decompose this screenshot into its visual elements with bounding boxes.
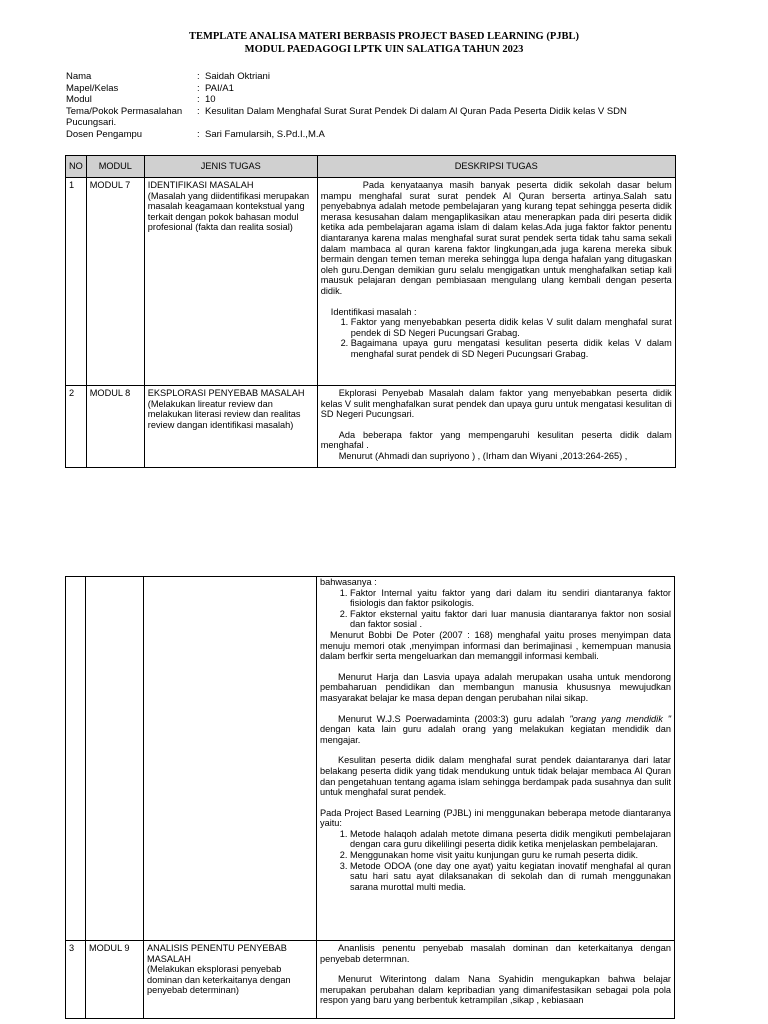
cell-no: 3: [66, 941, 86, 1019]
list-item: 2. Faktor eksternal yaitu faktor dari luar manusia diantaranya faktor non sosial dan faktor sosial .: [350, 609, 671, 630]
cell-no: 2: [66, 386, 87, 468]
meta-label: Nama: [66, 71, 92, 82]
meta-row-modul: Modul : 10: [66, 94, 216, 106]
desc-paragraph: bahwasanya :: [320, 577, 377, 587]
desc-paragraph: Pada kenyataanya masih banyak peserta didik sekolah dasar belum mampu menghafal surat surat pendek Al Quran berserta artinya.Salah satu penyebabnya adalah metode pembelajaran yang kurang tepat sehingga peserta didik merasa kesusahan dalam mengaplikasikan atau menerapkan pada diri peserta didik ketika ada pembelajaran agama islam di dalam kelas.Ada juga faktor faktor penentu diantaranya karena malas menghafal surat surat pendek serta tidak tahu sama sekali dalam mambaca al quran karena faktor lingkungan,ada juga karena mereka sibuk bermain dengan temen teman mereka sehingga lupa denga hafalan yang ditugaskan oleh guru.Dengan demikian guru selalu mengigatkan untuk menghafalkan setiap kali mausuk pelajaran dengan pembiasaan mengulang ulang kembali dengan peserta didik.: [320, 180, 672, 296]
list-item: 1. Faktor Internal yaitu faktor yang dari dalam itu sendiri diantaranya faktor fisiologis dan faktor psikologis.: [350, 588, 671, 609]
meta-row-nama: Nama : Saidah Oktriani: [66, 71, 270, 82]
desc-list: [320, 829, 671, 893]
header-no: NO: [66, 156, 87, 178]
meta-value: Sari Famularsih, S.Pd.I.,M.A: [205, 128, 325, 140]
meta-row-dosen: Dosen Pengampu : Sari Famularsih, S.Pd.I.,M.A: [66, 128, 325, 140]
list-item: 2. Menggunakan home visit yaitu kunjungan guru ke rumah peserta didik.: [350, 850, 671, 861]
jenis-title: IDENTIFIKASI MASALAH: [147, 180, 254, 190]
table-row: [66, 178, 676, 386]
meta-label: Modul: [66, 94, 92, 106]
jenis-title: ANALISIS PENENTU PENYEBAB MASALAH: [147, 943, 287, 964]
header-modul: MODUL: [86, 156, 144, 178]
cell-no: 1: [66, 178, 87, 386]
cell-jenis-tugas: [144, 577, 317, 941]
list-item: 1. Faktor yang menyebabkan peserta didik kelas V sulit dalam menghafal surat pendek di SD Negeri Pucungsari Grabag.: [351, 317, 672, 338]
list-item: 1. Metode halaqoh adalah metote dimana peserta didik mengikuti pembelajaran dengan cara guru dikelilingi peserta didik ketika menjelaskan pembelajaran.: [350, 829, 671, 850]
desc-subheading: Identifikasi masalah :: [330, 306, 417, 317]
desc-paragraph: Ananlisis penentu penyebab masalah dominan dan keterkaitanya dengan penyebab determnan.: [320, 943, 671, 964]
table-header-row: [66, 156, 676, 178]
cell-no: [66, 577, 86, 941]
header-jenis-tugas: JENIS TUGAS: [144, 156, 317, 178]
cell-modul: MODUL 9: [86, 941, 144, 1019]
desc-paragraph: [320, 714, 671, 746]
jenis-desc: (Melakukan eksplorasi penyebab dominan dan keterkaitanya dengan penyebab determinan): [147, 964, 291, 996]
table-row: [66, 941, 675, 1019]
meta-value: 10: [205, 94, 216, 106]
cell-deskripsi: [317, 577, 675, 941]
cell-modul: MODUL 8: [86, 386, 144, 468]
cell-modul: [86, 577, 144, 941]
desc-paragraph: Kesulitan peserta didik dalam menghafal surat pendek daiantaranya dari latar belakang peserta didik yang tidak mendukung untuk tidak belajar membaca Al Quran dan pengetahuan tentang agama islam sehingga berdampak pada susahnya dan sulit untuk menghafal surat pendek.: [320, 755, 671, 798]
cell-modul: MODUL 7: [86, 178, 144, 386]
desc-paragraph: Menurut Harja dan Lasvia upaya adalah merupakan usaha untuk mendorong pembaharuan pendidikan dan membangun manusia khususnya mewujudkan masyarakat belajar ke masa depan dengan perubahan nilai sikap.: [320, 671, 671, 703]
cell-jenis-tugas: [144, 386, 317, 468]
list-item: 2. Bagaimana upaya guru mengatasi kesulitan peserta didik kelas V dalam menghafal surat pendek di SD Negeri Pucungsari Grabag.: [351, 338, 672, 359]
meta-label: Mapel/Kelas: [66, 82, 119, 94]
task-table: [65, 155, 676, 468]
meta-value: Saidah Oktriani: [205, 71, 270, 82]
table-row: [66, 386, 676, 468]
cell-deskripsi: [317, 386, 675, 468]
cell-jenis-tugas: [144, 941, 317, 1019]
jenis-title: EKSPLORASI PENYEBAB MASALAH: [147, 388, 305, 398]
desc-paragraph: Pada Project Based Learning (PJBL) ini menggunakan beberapa metode diantaranya yaitu:: [320, 807, 671, 829]
desc-list: [321, 317, 672, 359]
table-row: [66, 577, 675, 941]
cell-jenis-tugas: [144, 178, 317, 386]
jenis-desc: (Masalah yang diidentifikasi merupakan masalah keagamaan kontekstual yang terkait dengan pokok bahasan modul profesional (fakta dan realita sosial): [147, 190, 310, 233]
cell-deskripsi: [317, 178, 675, 386]
meta-row-mapel: Mapel/Kelas : PAI/A1: [66, 82, 234, 94]
meta-value: PAI/A1: [205, 82, 234, 94]
text-span: dengan kata lain guru adalah orang yang melakukan kegiatan mendidik dan mengajar.: [320, 724, 671, 745]
quote-span: "orang yang mendidik ": [569, 713, 671, 724]
task-table-continued: [65, 576, 675, 1019]
meta-block: [66, 71, 706, 141]
list-item: 3. Metode ODOA (one day one ayat) yaitu kegiatan inovatif menghafal al quran satu hari satu ayat dilaksanakan di sekolah dan di rumah menggunakan sarana murottal multi media.: [350, 861, 671, 893]
desc-paragraph: Menurut Bobbi De Poter (2007 : 168) menghafal yaitu proses menyimpan data menuju memori otak ,menyimpan informasi dan berimajinasi , kemempuan manusia dalam berfkir serta mengeluarkan dan memanggil informasi kembali.: [320, 629, 671, 662]
meta-row-tema: Tema/Pokok Permasalahan : Kesulitan Dalam Menghafal Surat Surat Pendek Di dalam Al Quran Pada Peserta Didik kelas V SDN: [66, 105, 627, 117]
desc-list: [320, 588, 671, 630]
meta-value: Kesulitan Dalam Menghafal Surat Surat Pendek Di dalam Al Quran Pada Peserta Didik kelas V SDN: [205, 105, 627, 117]
desc-paragraph: Ada beberapa faktor yang mempengaruhi kesulitan peserta didik dalam menghafal .: [320, 429, 672, 451]
desc-paragraph: Menurut (Ahmadi dan supriyono ) , (Irham dan Wiyani ,2013:264-265) ,: [338, 450, 628, 461]
meta-label: Tema/Pokok Permasalahan: [66, 105, 183, 117]
desc-paragraph: Menurut Witerintong dalam Nana Syahidin mengukapkan bahwa belajar merupakan perubahan dalam kepribadian yang dimanifestasikan sebagai pola pola respon yang baru yang berbentuk ketrampilan ,sikap , kebiasaan: [320, 974, 671, 1006]
meta-value-continuation: Pucungsari.: [66, 117, 117, 129]
desc-paragraph: Ekplorasi Penyebab Masalah dalam faktor yang menyebabkan peserta didik kelas V sulit menghafalkan surat pendek dan upaya guru untuk mengatasi kesulitan di SD Negeri Pucungsari.: [320, 388, 672, 420]
cell-deskripsi: [317, 941, 675, 1019]
header-deskripsi-tugas: DESKRIPSI TUGAS: [317, 156, 675, 178]
document-subtitle: MODUL PAEDAGOGI LPTK UIN SALATIGA TAHUN 2023: [244, 44, 524, 55]
text-span: Menurut W.J.S Poerwadaminta (2003:3) guru adalah: [338, 713, 570, 724]
meta-label: Dosen Pengampu: [66, 128, 143, 140]
jenis-desc: (Melakukan lireatur review dan melakukan literasi review dan realitas review dangan identifikasi masalah): [147, 398, 301, 430]
document-title: TEMPLATE ANALISA MATERI BERBASIS PROJECT BASED LEARNING (PJBL): [188, 31, 580, 42]
